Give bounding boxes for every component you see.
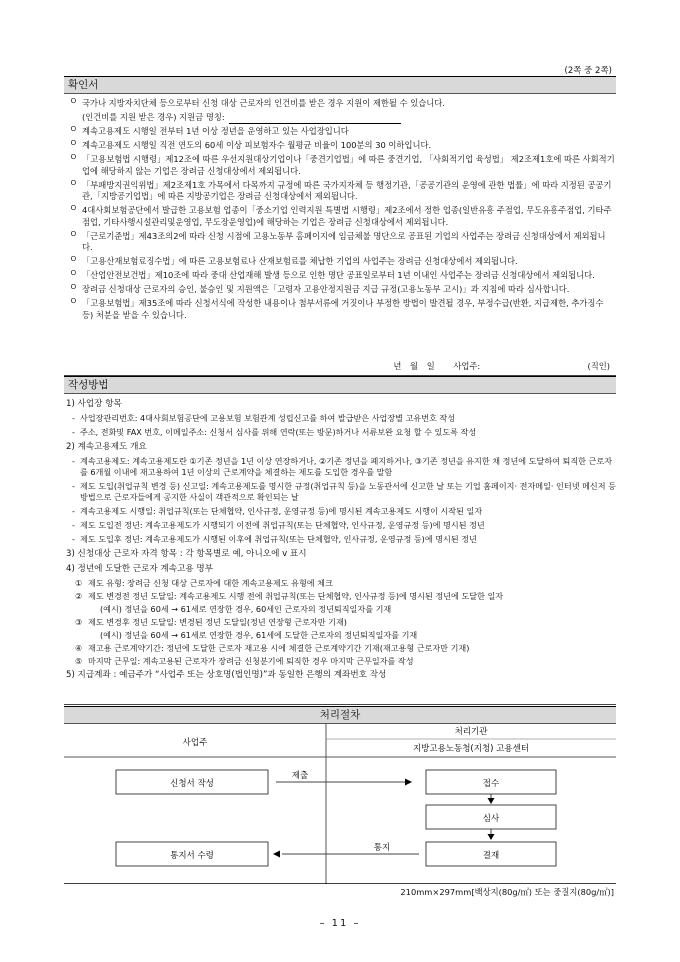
roster-item: ② 제도 변경전 정년 도달일: 계속고용제도 시행 전에 취업규칙(또는 단체협약, 인사규정 등)에 명시된 정년에 도달한 일자 xyxy=(75,591,504,601)
confirm-item: ㅇ 국가나 지방자치단체 등으로부터 신청 대상 근로자의 인건비를 받은 경우 지원이 제한될 수 있습니다. xyxy=(69,97,445,108)
method-item: - 주소, 전화및 FAX 번호, 이메일주소: 신청서 심사를 위해 연락(또는 방문)하거나 서류보완 요청 할 수 있도록 작성 xyxy=(72,427,477,437)
roster-item: ⑤ 마지막 근무일: 계속고용된 근로자가 장려금 신청분기에 퇴직한 경우 마지막 근무일자를 작성 xyxy=(75,656,414,666)
process-section xyxy=(64,706,616,884)
confirm-title: 확인서 xyxy=(64,76,616,94)
method-heading: 5) 지급계좌 : 예금주가 “사업주 또는 상호명(법인명)”과 동일한 은행의 계좌번호 작성 xyxy=(66,670,387,680)
box-notice-label: 통지서 수령 xyxy=(170,851,214,861)
subsidy-name-field[interactable] xyxy=(229,114,401,124)
method-heading: 3) 신청대상 근로자 자격 항목 : 각 항목별로 예, 아니오에 v 표시 xyxy=(66,549,307,559)
method-section xyxy=(64,376,616,705)
process-flow-diagram xyxy=(64,723,616,884)
roster-item: ④ 재고용 근로계약기간: 정년에 도달한 근로자 재고용 시에 체결한 근로계약기간 기재(재고용형 근로자만 기재) xyxy=(75,643,470,653)
method-item: - 제도 도입후 정년: 계속고용제도가 시행된 이후에 취업규칙(또는 단체협약, 인사규정, 운영규정 등)에 명시된 정년 xyxy=(72,534,477,544)
confirm-item: ㅇ 「고용보험법 시행령」제12조에 따른 우선지원대상기업이나「중견기업법」에 따른 중견기업, 「사회적기업 육성법」 제2조제1호에 따른 사회적기업에 해당하지 않는 기업은 장려금 신청대상에서 제외됩니다. xyxy=(69,153,615,176)
subsidy-name-line: (인건비를 지원 받은 경우) 지원금 명칭: xyxy=(64,112,616,124)
sign-owner-label: 사업주: xyxy=(453,361,481,371)
sign-seal: (직인) xyxy=(587,361,610,371)
confirm-item: ㅇ 장려금 신청대상 근로자의 승인, 불승인 및 지원액은「고령자 고용안정지원금 지급 규정(고용노동부 고시)」과 지침에 따라 심사합니다. xyxy=(69,283,570,294)
col-agency-sub: 지방고용노동청(지청) 고용센터 xyxy=(412,744,530,754)
confirm-item: ㅇ 「부패방지권익위법」제2조제1호 가목에서 다목까지 규정에 따른 국가지자체 등 행정기관,「공공기관의 운영에 관한 법률」에 따라 지정된 공공기관,「지방공기업법」에 따른 지방공기업은 장려금 신청대상에서 제외됩니다. xyxy=(69,178,612,201)
roster-example: (예시) 정년을 60세 → 61세로 연장한 경우, 60세인 근로자의 정년퇴직일자를 기재 xyxy=(100,604,392,614)
page-indicator: (2쪽 중 2쪽) xyxy=(564,66,612,76)
method-item: - 사업장관리번호: 4대사회보험공단에 고용보험 보험관계 성립신고를 하여 발급받은 사업장별 고유번호 작성 xyxy=(72,413,456,423)
confirm-item: ㅇ 「고용산재보험료징수법」에 따른 고용보험료나 산재보험료를 체납한 기업의 사업주는 장려금 신청대상에서 제외됩니다. xyxy=(69,255,518,266)
arrow-notify-label: 통지 xyxy=(373,843,391,853)
roster-example: (예시) 정년을 60세 → 61세로 연장한 경우, 61세에 도달한 근로자의 정년퇴직일자를 기재 xyxy=(100,630,418,640)
roster-item: ③ 제도 변경후 정년 도달일: 변경된 정년 도달일(정년 연장형 근로자만 기재) xyxy=(75,617,347,627)
confirm-item: ㅇ 「근로기준법」제43조의2에 따라 신청 시점에 고용노동부 홈페이지에 임금체불 명단으로 공표된 기업의 사업주는 장려금 신청대상에서 제외됩니다. xyxy=(69,229,606,252)
method-title: 작성방법 xyxy=(64,376,616,394)
paper-spec: 210mm×297mm[백상지(80g/㎡) 또는 중질지(80g/㎡)] xyxy=(400,887,614,897)
method-item: - 제도 도입전 정년: 계속고용제도가 시행되기 이전에 취업규칙(또는 단체협약, 인사규정, 운영규정 등)에 명시된 정년 xyxy=(72,520,485,530)
confirm-section xyxy=(64,76,616,376)
box-decide-label: 결재 xyxy=(482,851,500,861)
confirm-item: ㅇ 계속고용제도 시행일 전부터 1년 이상 정년을 운영하고 있는 사업장입니다 xyxy=(69,125,349,136)
sign-date[interactable]: 년 월 일 xyxy=(393,361,435,371)
method-heading: 4) 정년에 도달한 근로자 계속고용 명부 xyxy=(66,564,214,574)
confirm-item: ㅇ 계속고용제도 시행일 직전 연도의 60세 이상 피보험자수 월평균 비율이 100분의 30 이하입니다. xyxy=(69,139,432,150)
col-agency: 처리기관 xyxy=(454,727,488,737)
arrow-submit-label: 제출 xyxy=(291,771,309,781)
method-item: - 제도 도입(취업규칙 변경 등) 신고일: 계속고용제도를 명시한 규정(취업규칙 등)을 노동관서에 신고한 날 또는 기업 홈페이지· 전자메일· 인터넷 메신저 등 방법으로 근로자들에게 공지한 사실이 객관적으로 확인되는 날 xyxy=(72,481,616,502)
col-owner: 사업주 xyxy=(182,738,208,748)
method-heading: 2) 계속고용제도 개요 xyxy=(66,442,147,452)
confirm-item: ㅇ 「고용보험법」제35조에 따라 신청서식에 작성한 내용이나 첨부서류에 거짓이나 부정한 방법이 발견될 경우, 부정수급(반환, 지급제한, 추가징수 등) 처분을 받을 수 있습니다. xyxy=(69,297,604,320)
method-item: - 계속고용제도 시행일: 취업규칙(또는 단체협약, 인사규정, 운영규정 등)에 명시된 계속고용제도 시행이 시작된 일자 xyxy=(72,506,483,516)
page-number: – 11 – xyxy=(319,918,361,929)
box-apply-label: 신청서 작성 xyxy=(170,779,214,789)
roster-item: ① 제도 유형: 장려금 신청 대상 근로자에 대한 계속고용제도 유형에 체크 xyxy=(75,578,333,588)
box-receive-label: 접수 xyxy=(482,779,500,789)
arrow-notify-head xyxy=(273,851,280,858)
signature-line xyxy=(383,360,610,372)
confirm-item: ㅇ 4대사회보험공단에서 발급한 고용보험 업종이「중소기업 인력지원 특별법 시행령」제2조에서 정한 업종(일반유흥 주점업, 무도유흥주점업, 기타주점업, 기타사행시설관리및운영업, 무도장운영업)에 해당하는 기업은 장려금 신청대상에서 제외됩니다. xyxy=(69,204,612,227)
confirm-item: ㅇ 「산업안전보건법」제10조에 따라 중대 산업재해 발생 등으로 인한 명단 공표일로부터 1년 이내인 사업주는 장려금 신청대상에서 제외됩니다. xyxy=(69,269,595,280)
method-heading: 1) 사업장 항목 xyxy=(66,399,122,409)
arrow-submit-head xyxy=(405,779,412,786)
box-review-label: 심사 xyxy=(482,814,500,824)
process-title: 처리절차 xyxy=(64,706,616,724)
method-item: - 계속고용제도: 계속고용제도란 ①기존 정년을 1년 이상 연장하거나, ②기존 정년을 폐지하거나, ③기존 정년을 유지한 채 정년에 도달하여 퇴직한 근로자를 6개월 이내에 재고용하여 1년 이상의 근로계약을 체결하는 제도를 도입한 경우를 말함 xyxy=(72,456,613,477)
